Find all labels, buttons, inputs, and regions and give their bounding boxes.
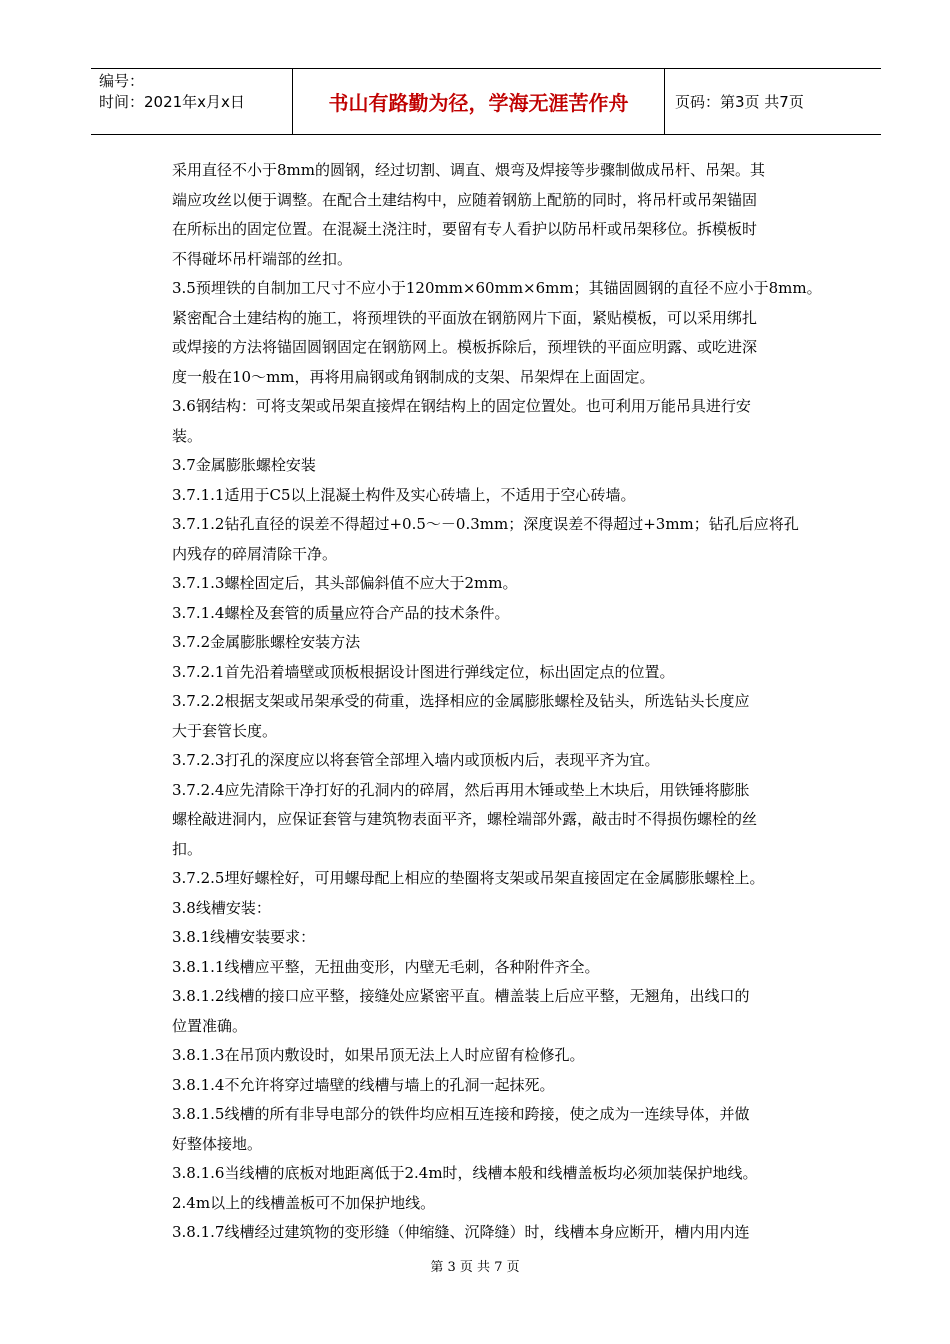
body-line: 3.8.1.2线槽的接口应平整，接缝处应紧密平直。槽盖装上后应平整，无翘角，出线口的 xyxy=(172,987,750,1005)
body-line: 在所标出的固定位置。在混凝土浇注时，要留有专人看护以防吊杆或吊架移位。拆模板时 xyxy=(172,220,758,238)
body-line: 3.8.1线槽安装要求： xyxy=(172,928,316,946)
body-line: 3.8.1.3在吊顶内敷设时，如果吊顶无法上人时应留有检修孔。 xyxy=(172,1046,585,1064)
body-line: 扣。 xyxy=(172,839,203,858)
document-body xyxy=(172,156,842,1248)
body-line: 3.8.1.5线槽的所有非导电部分的铁件均应相互连接和跨接，使之成为一连续导体，并做 xyxy=(172,1105,750,1123)
body-line: 3.7.2.1首先沿着墙壁或顶板根据设计图进行弹线定位，标出固定点的位置。 xyxy=(172,662,675,681)
body-line: 3.7.2.4应先清除干净打好的孔洞内的碎屑，然后再用木锤或垫上木块后，用铁锤将膨胀 xyxy=(172,780,750,799)
body-line: 3.5预埋铁的自制加工尺寸不应小于120mm×60mm×6mm；其锚固圆钢的直径不应小于8mm。 xyxy=(172,279,822,297)
document-number-label: 编号： xyxy=(99,72,145,90)
body-line: 3.7.1.3螺栓固定后，其头部偏斜值不应大于2mm。 xyxy=(172,574,518,592)
body-line: 3.8.1.7线槽经过建筑物的变形缝（伸缩缝、沉降缝）时，线槽本身应断开，槽内用内连 xyxy=(172,1223,750,1241)
page-footer: 第 3 页 共 7 页 xyxy=(430,1260,520,1275)
body-line: 3.8.1.4不允许将穿过墙壁的线槽与墙上的孔洞一起抹死。 xyxy=(172,1075,555,1094)
body-line: 3.8线槽安装： xyxy=(172,898,271,917)
body-line: 3.7.2金属膨胀螺栓安装方法 xyxy=(172,633,361,651)
page-header xyxy=(91,68,881,135)
header-motto: 书山有路勤为径，学海无涯苦作舟 xyxy=(293,69,665,134)
document-time-label: 时间：2021年x月x日 xyxy=(99,93,245,111)
body-line: 不得碰坏吊杆端部的丝扣。 xyxy=(172,249,353,268)
header-meta xyxy=(91,69,293,134)
body-line: 或焊接的方法将锚固圆钢固定在钢筋网上。模板拆除后，预埋铁的平面应明露、或吃进深 xyxy=(172,338,758,356)
body-line: 3.7.2.5埋好螺栓好，可用螺母配上相应的垫圈将支架或吊架直接固定在金属膨胀螺栓上。 xyxy=(172,869,765,887)
body-line: 3.7.1.4螺栓及套管的质量应符合产品的技术条件。 xyxy=(172,603,510,622)
body-line: 3.7金属膨胀螺栓安装 xyxy=(172,456,316,474)
body-line: 大于套管长度。 xyxy=(172,721,278,740)
body-line: 3.7.2.3打孔的深度应以将套管全部埋入墙内或顶板内后，表现平齐为宜。 xyxy=(172,751,660,769)
body-line: 3.6钢结构：可将支架或吊架直接焊在钢结构上的固定位置处。也可利用万能吊具进行安 xyxy=(172,397,751,415)
body-line: 装。 xyxy=(172,426,203,445)
header-page-info: 页码：第3页 共7页 xyxy=(675,93,804,111)
body-line: 采用直径不小于8mm的圆钢，经过切割、调直、煨弯及焊接等步骤制做成吊杆、吊架。其 xyxy=(172,161,765,179)
body-line: 端应攻丝以便于调整。在配合土建结构中，应随着钢筋上配筋的同时，将吊杆或吊架锚固 xyxy=(172,190,758,209)
body-line: 2.4m以上的线槽盖板可不加保护地线。 xyxy=(172,1193,436,1212)
body-line: 度一般在10～mm，再将用扁钢或角钢制成的支架、吊架焊在上面固定。 xyxy=(172,367,655,386)
body-line: 好整体接地。 xyxy=(172,1134,263,1153)
body-line: 内残存的碎屑清除干净。 xyxy=(172,544,338,563)
body-line: 3.7.1.1适用于C5以上混凝土构件及实心砖墙上，不适用于空心砖墙。 xyxy=(172,485,636,504)
body-line: 紧密配合土建结构的施工，将预埋铁的平面放在钢筋网片下面，紧贴模板，可以采用绑扎 xyxy=(172,308,758,327)
body-line: 3.7.2.2根据支架或吊架承受的荷重，选择相应的金属膨胀螺栓及钻头，所选钻头长度应 xyxy=(172,692,750,710)
body-line: 螺栓敲进洞内，应保证套管与建筑物表面平齐，螺栓端部外露，敲击时不得损伤螺栓的丝 xyxy=(172,810,758,828)
body-line: 3.8.1.6当线槽的底板对地距离低于2.4m时，线槽本般和线槽盖板均必须加装保护地线。 xyxy=(172,1164,758,1182)
body-line: 3.7.1.2钻孔直径的误差不得超过+0.5～－0.3mm；深度误差不得超过+3mm；钻孔后应将孔 xyxy=(172,515,799,533)
body-line: 3.8.1.1线槽应平整，无扭曲变形，内壁无毛刺，各种附件齐全。 xyxy=(172,957,600,976)
body-line: 位置准确。 xyxy=(172,1016,248,1035)
